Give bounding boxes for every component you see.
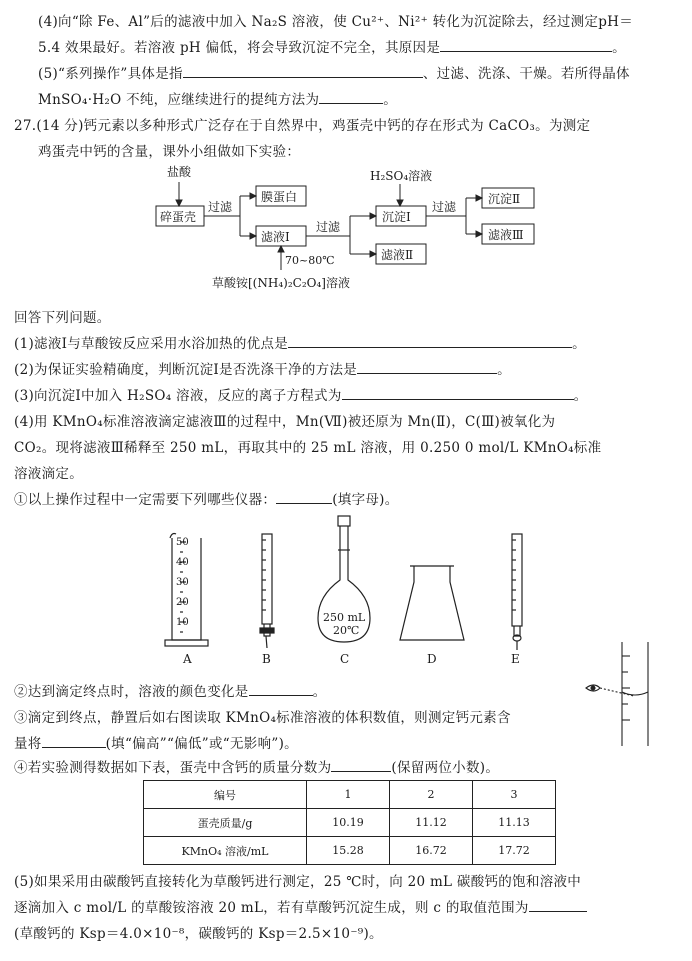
data-table	[143, 780, 556, 865]
question-4-c: 溶液滴定。	[14, 466, 83, 482]
question-4-b: CO₂。现将滤液Ⅲ稀释至 250 mL，再取其中的 25 mL 溶液，用 0.250 0 mol/L KMnO₄标准	[14, 440, 602, 456]
label-b: B	[262, 652, 271, 666]
flow-filtrate-1: 滤液Ⅰ	[261, 230, 290, 244]
flow-temp: 70~80℃	[285, 254, 335, 267]
question-5-line2	[38, 88, 397, 108]
text: (填“偏高”“偏低”或“无影响”)。	[105, 736, 298, 752]
flow-filtrate-2: 滤液Ⅱ	[381, 248, 414, 262]
table-cell: 11.12	[390, 809, 473, 837]
table-row	[144, 809, 556, 837]
text: (3)向沉淀Ⅰ中加入 H₂SO₄ 溶液，反应的离子方程式为	[14, 388, 342, 404]
acid-burette-icon	[260, 534, 274, 648]
answer-blank[interactable]	[331, 759, 391, 772]
cylinder-tick: 40	[176, 557, 189, 568]
cylinder-tick: 50	[176, 537, 189, 548]
question-5-line1	[38, 62, 630, 82]
question-27-intro-2: 鸡蛋壳中钙的含量，课外小组做如下实验：	[38, 144, 301, 160]
graduated-cylinder-icon	[165, 534, 208, 647]
answer-blank[interactable]	[357, 361, 497, 374]
answer-blank[interactable]	[319, 91, 383, 104]
question-4-line2	[38, 36, 626, 56]
question-1	[14, 332, 586, 352]
table-cell: 15.28	[307, 837, 390, 865]
table-cell: KMnO₄ 溶液/mL	[144, 837, 307, 865]
text: 。	[497, 362, 511, 378]
answer-blank[interactable]	[276, 491, 332, 504]
table-cell: 11.13	[473, 809, 556, 837]
text: (5)“系列操作”具体是指	[38, 66, 183, 82]
table-header: 编号	[144, 781, 307, 809]
table-cell: 17.72	[473, 837, 556, 865]
text: 。	[312, 684, 327, 700]
question-27-intro: 27.(14 分)钙元素以多种形式广泛存在于自然界中，鸡蛋壳中钙的存在形式为 CaCO₃。为测定	[14, 118, 591, 134]
label-a: A	[183, 652, 192, 666]
text: ④若实验测得数据如下表，蛋壳中含钙的质量分数为	[14, 760, 332, 776]
flow-hcl: 盐酸	[167, 165, 192, 179]
question-4-line1: (4)向“除 Fe、Al”后的滤液中加入 Na₂S 溶液，使 Cu²⁺、Ni²⁺ 转化为沉淀除去，经过测定pH＝	[38, 14, 634, 30]
answer-blank[interactable]	[183, 65, 423, 78]
cylinder-tick: 30	[176, 577, 189, 588]
answer-blank[interactable]	[342, 387, 574, 400]
base-burette-icon	[512, 534, 522, 650]
subquestion-2	[14, 680, 326, 700]
table-row	[144, 837, 556, 865]
text: (2)为保证实验精确度，判断沉淀Ⅰ是否洗涤干净的方法是	[14, 362, 358, 378]
text: (1)滤液Ⅰ与草酸铵反应采用水浴加热的优点是	[14, 336, 289, 352]
flow-eggshell: 碎蛋壳	[160, 210, 197, 224]
text: ①以上操作过程中一定需要下列哪些仪器：	[14, 492, 277, 508]
question-4: (4)用 KMnO₄标准溶液滴定滤液Ⅲ的过程中，Mn(Ⅶ)被还原为 Mn(Ⅱ)，C(Ⅲ)被氧化为	[14, 414, 556, 430]
flow-oxalate: 草酸铵[(NH₄)₂C₂O₄]溶液	[212, 276, 350, 290]
cylinder-tick: 20	[176, 597, 189, 608]
answer-blank[interactable]	[529, 899, 587, 912]
text: (填字母)。	[332, 492, 399, 508]
cylinder-tick: 10	[176, 617, 189, 628]
question-5-b	[14, 896, 587, 916]
table-cell: 10.19	[307, 809, 390, 837]
label-e: E	[511, 652, 520, 666]
label-d: D	[427, 652, 437, 666]
flow-precip-1: 沉淀Ⅰ	[382, 210, 411, 224]
text: 。	[612, 40, 626, 56]
subquestion-3: ③滴定到终点，静置后如右图读取 KMnO₄标准溶液的体积数值，则测定钙元素含	[14, 710, 511, 726]
flowchart	[0, 160, 692, 300]
question-5: (5)如果采用由碳酸钙直接转化为草酸钙进行测定，25 ℃时，向 20 mL 碳酸钙的饱和溶液中	[14, 874, 582, 890]
flow-filter-3: 过滤	[432, 200, 457, 214]
text: (保留两位小数)。	[391, 760, 500, 776]
answer-blank[interactable]	[249, 683, 313, 696]
question-3	[14, 384, 587, 404]
text: 。	[383, 92, 398, 108]
flask-capacity: 250 mL	[323, 611, 366, 624]
subquestion-3-b	[14, 732, 298, 752]
flask-temperature: 20℃	[333, 624, 360, 637]
answer-blank[interactable]	[42, 735, 106, 748]
question-2	[14, 358, 511, 378]
flow-filter-2: 过滤	[316, 220, 341, 234]
flow-filtrate-3: 滤液Ⅲ	[488, 228, 524, 242]
conical-flask-icon	[400, 566, 464, 640]
answer-blank[interactable]	[288, 335, 572, 348]
text: 量将	[14, 736, 42, 752]
table-header: 1	[307, 781, 390, 809]
subquestion-1	[14, 488, 399, 508]
question-5-c: (草酸钙的 Ksp＝4.0×10⁻⁸，碳酸钙的 Ksp＝2.5×10⁻⁹)。	[14, 926, 383, 942]
subquestion-4	[14, 756, 499, 776]
table-cell: 16.72	[390, 837, 473, 865]
table-row	[144, 781, 556, 809]
text: 。	[572, 336, 586, 352]
table-cell: 蛋壳质量/g	[144, 809, 307, 837]
text: 、过滤、洗涤、干燥。若所得晶体	[422, 66, 630, 82]
burette-reading-figure	[578, 638, 668, 748]
label-c: C	[340, 652, 350, 666]
table-header: 2	[390, 781, 473, 809]
flow-precip-2: 沉淀Ⅱ	[488, 192, 521, 206]
flow-protein: 膜蛋白	[261, 190, 298, 204]
flow-filter-1: 过滤	[208, 200, 233, 214]
answer-blank[interactable]	[440, 39, 612, 52]
table-header: 3	[473, 781, 556, 809]
answer-prompt: 回答下列问题。	[14, 310, 111, 326]
text: ②达到滴定终点时，溶液的颜色变化是	[14, 684, 249, 700]
text: 逐滴加入 c mol/L 的草酸铵溶液 20 mL，若有草酸钙沉淀生成，则 c 的取值范围为	[14, 900, 529, 916]
text: MnSO₄·H₂O 不纯，应继续进行的提纯方法为	[38, 92, 320, 108]
flow-h2so4: H₂SO₄溶液	[370, 169, 433, 183]
text: 5.4 效果最好。若溶液 pH 偏低，将会导致沉淀不完全，其原因是	[38, 40, 441, 56]
text: 。	[573, 388, 588, 404]
